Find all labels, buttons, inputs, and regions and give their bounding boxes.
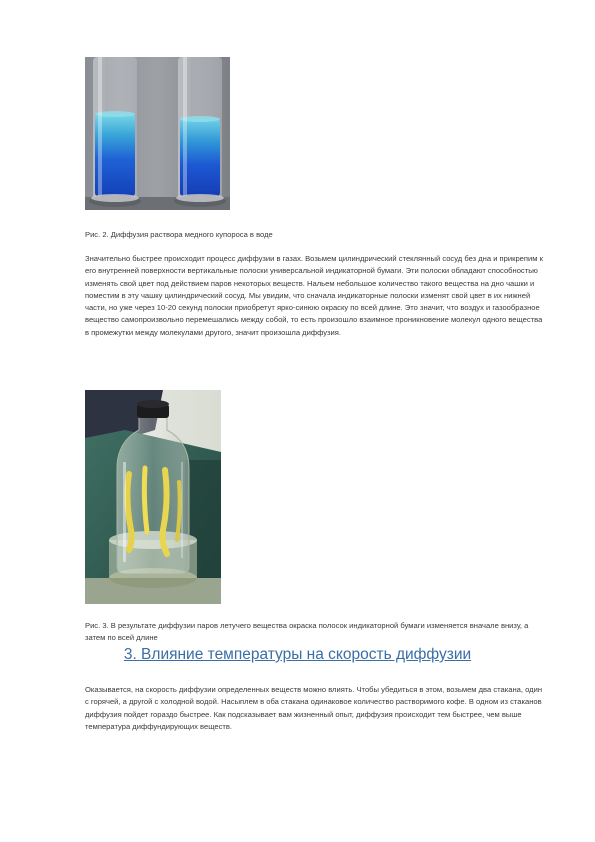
figure-3-bottle-indicator-photo [85,390,221,604]
section-heading-link[interactable]: 3. Влияние температуры на скорость диффузии [123,646,472,663]
paragraph-temperature-influence: Оказывается, на скорость диффузии определенных веществ можно влиять. Чтобы убедиться в этом, возьмем два стакана, один с горячей, а другой с холодной водой. Насыплем в оба стакана одинаковое количество растворимого кофе. В одном из стаканов диффузия пойдет гораздо быстрее. Как подсказывает вам жизненный опыт, диффузия происходит тем быстрее, чем выше температура диффундирующих веществ. [85,685,543,731]
figure-2-test-tubes-photo [85,57,230,210]
paragraph-gas-diffusion: Значительно быстрее происходит процесс диффузии в газах. Возьмем цилиндрический стеклянный сосуд без дна и прикрепим к его внутренней поверхности вертикальные полоски универсальной индикаторной бумаги. Эти полоски обладают способностью изменять свой цвет под действием паров некоторых веществ. Нальем небольшое количество такого вещества на дно чашки и поместим в эту чашку цилиндрический сосуд. Мы увидим, что сначала индикаторные полоски изменят свой цвет в их нижней части, но уже через 10-20 секунд полоски приобретут ярко-синюю окраску по всей длине. Это значит, что воздух и газообразное вещество самопроизвольно перемешались между собой, то есть произошло взаимное проникновение молекул одного вещества в промежутки между молекулами другого, значит произошла диффузия. [85,254,543,337]
figure-3-caption: Рис. 3. В результате диффузии паров летучего вещества окраска полосок индикаторной бумаги изменяется вначале внизу, а затем по всей длине [85,621,529,643]
figure-2-caption: Рис. 2. Диффузия раствора медного купороса в воде [85,230,273,239]
